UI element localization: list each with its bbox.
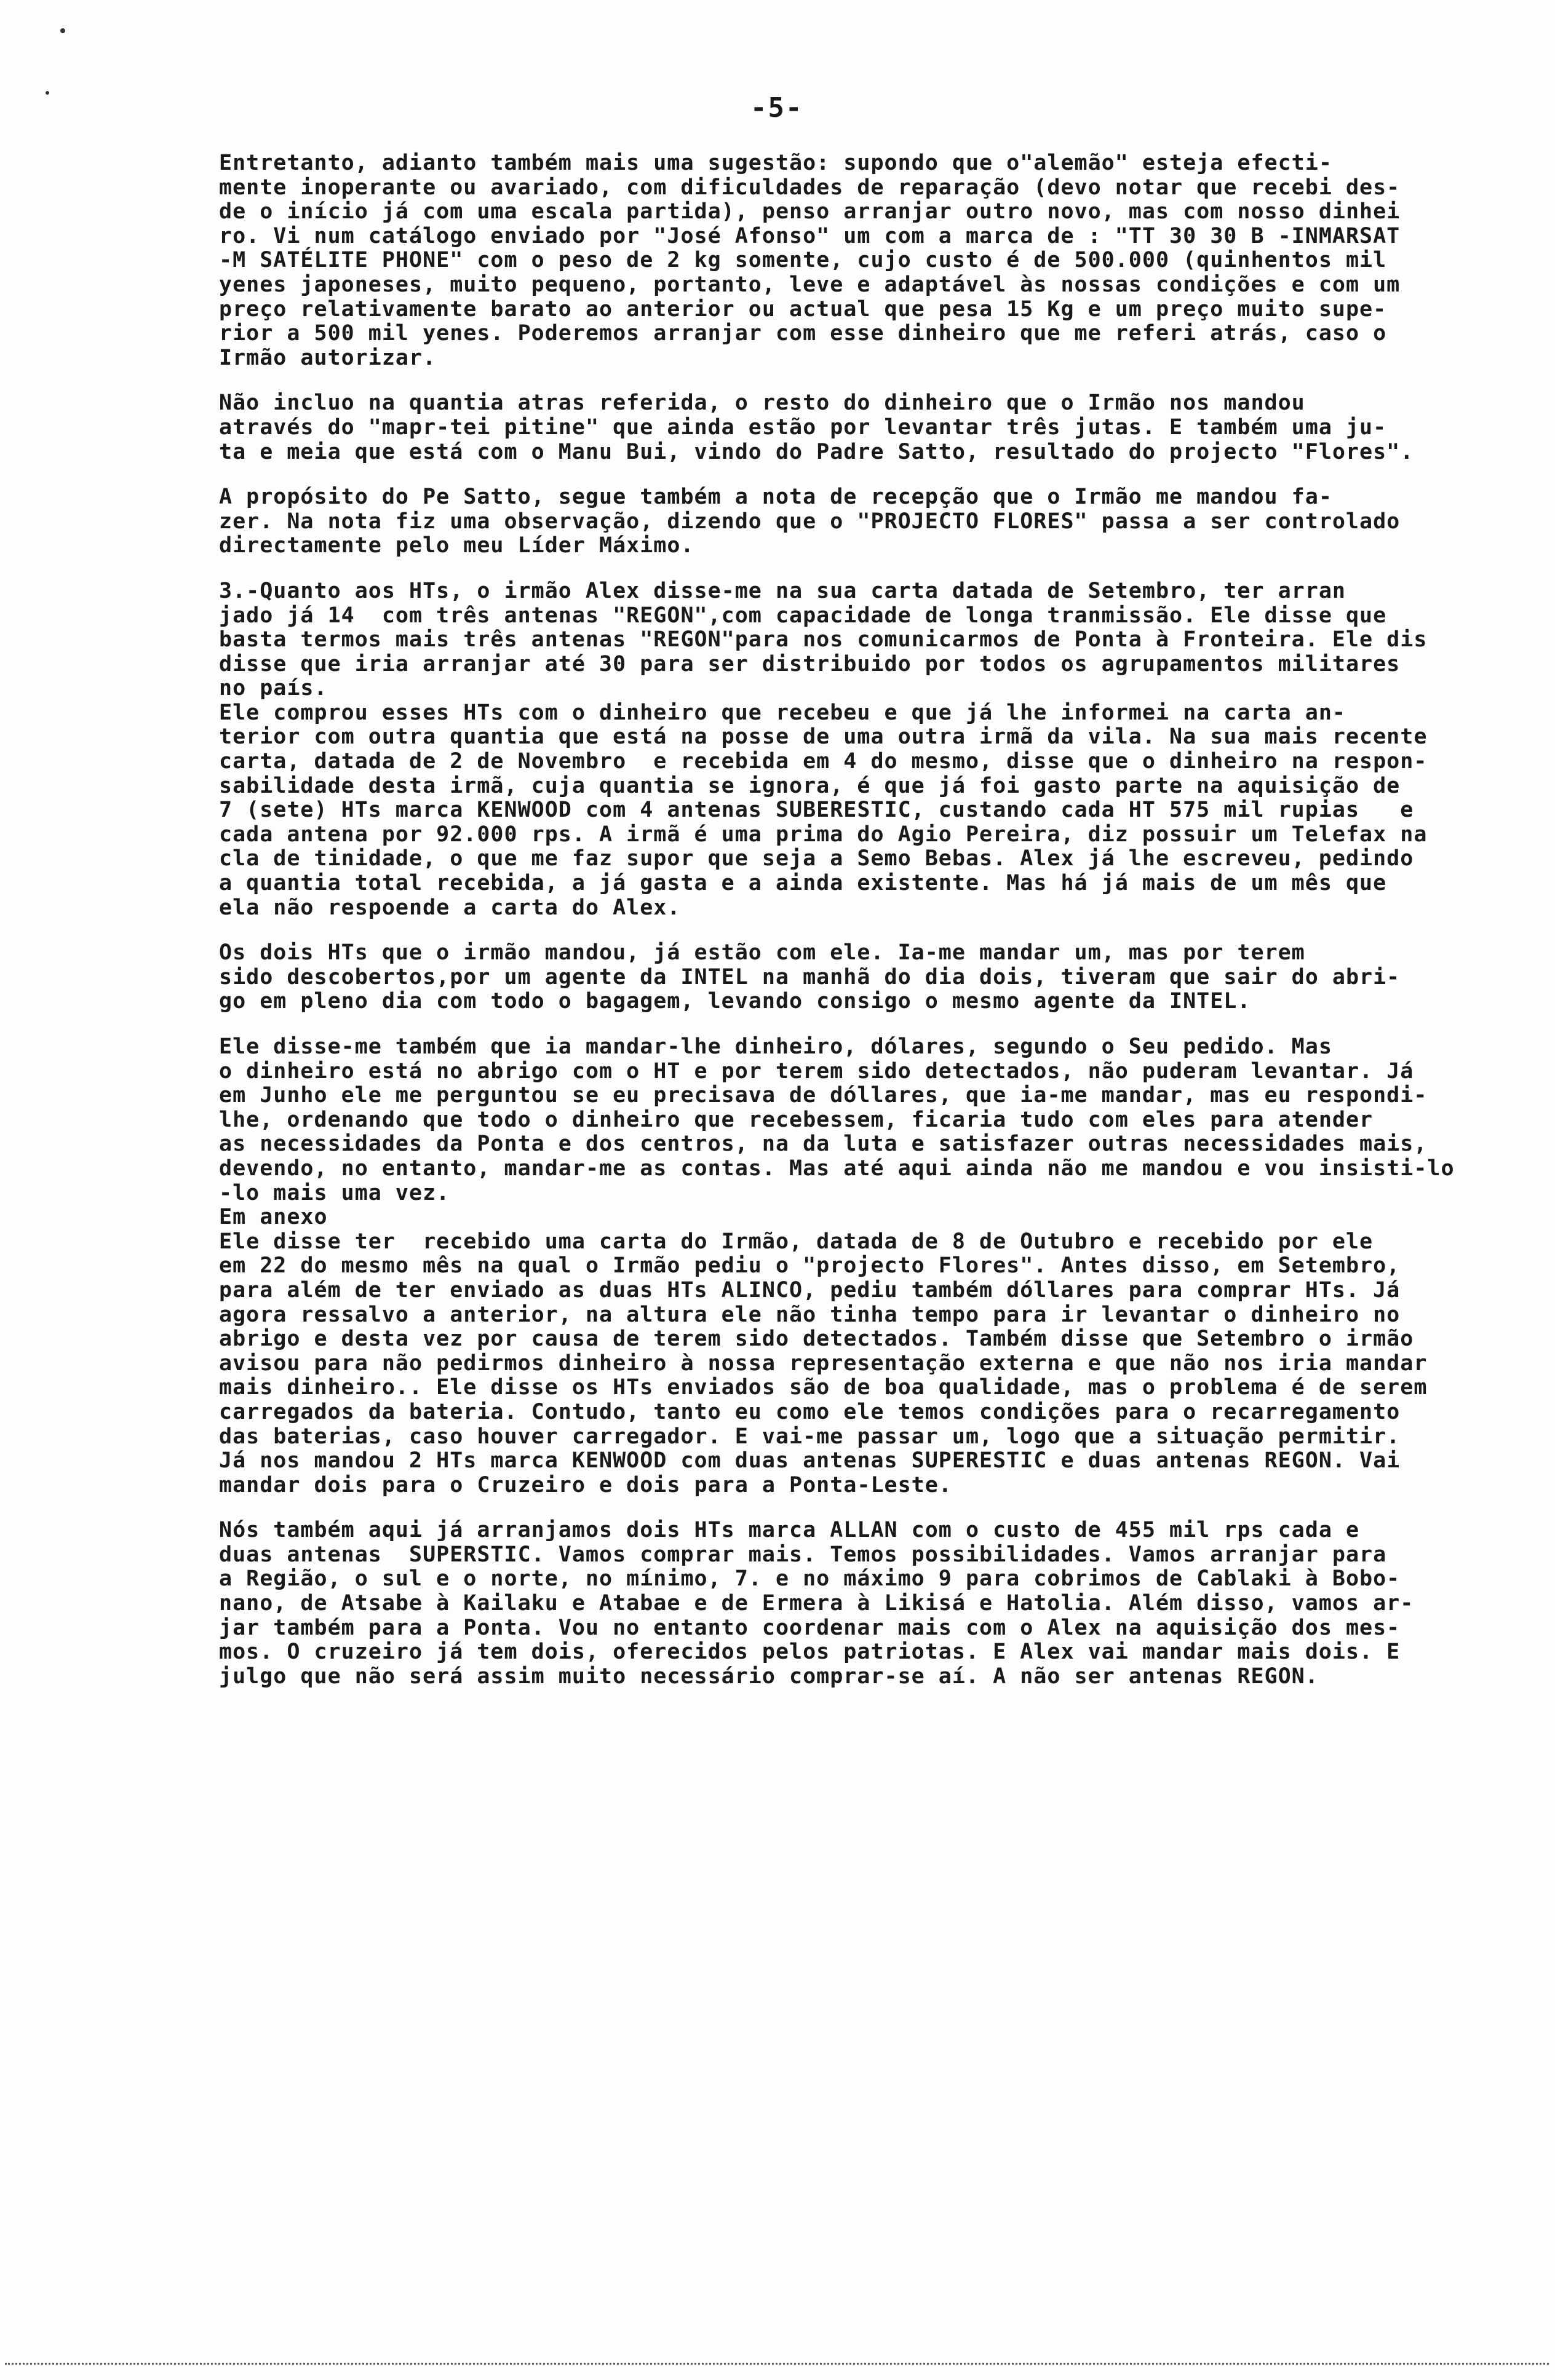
text-line: ela não respoende a carta do Alex. xyxy=(219,895,681,920)
text-line: -M SATÉLITE PHONE" com o peso de 2 kg somente, cujo custo é de 500.000 (quinhentos mil xyxy=(219,248,1387,273)
paragraph-gap xyxy=(219,1014,1548,1035)
text-line: ta e meia que está com o Manu Bui, vindo do Padre Satto, resultado do projecto "Flores". xyxy=(219,439,1414,464)
text-line: para além de ter enviado as duas HTs ALINCO, pediu também dóllares para comprar HTs. Já xyxy=(219,1277,1401,1303)
paragraph-gap xyxy=(219,558,1548,579)
bottom-edge-rule xyxy=(5,2363,1549,2365)
text-line: carregados da bateria. Contudo, tanto eu como ele temos condições para o recarregamento xyxy=(219,1399,1401,1424)
text-line: o dinheiro está no abrigo com o HT e por terem sido detectados, não puderam levantar. Já xyxy=(219,1058,1414,1084)
text-line: directamente pelo meu Líder Máximo. xyxy=(219,533,694,558)
paragraph-gap xyxy=(219,1497,1548,1518)
text-line: Em anexo xyxy=(219,1205,328,1230)
text-line: no país. xyxy=(219,676,328,701)
text-line: Já nos mandou 2 HTs marca KENWOOD com duas antenas SUPERESTIC e duas antenas REGON. Vai xyxy=(219,1448,1401,1474)
text-line: disse que iria arranjar até 30 para ser distribuido por todos os agrupamentos militares xyxy=(219,651,1401,676)
text-line: Os dois HTs que o irmão mandou, já estão com ele. Ia-me mandar um, mas por terem xyxy=(219,940,1305,966)
text-line: devendo, no entanto, mandar-me as contas. Mas até aqui ainda não me mandou e vou insisti-lo xyxy=(219,1156,1455,1181)
text-line: mos. O cruzeiro já tem dois, oferecidos pelos patriotas. E Alex vai mandar mais dois. E xyxy=(219,1640,1401,1665)
text-line: das baterias, caso houver carregador. E vai-me passar um, logo que a situação permitir. xyxy=(219,1424,1401,1449)
text-line: Nós também aqui já arranjamos dois HTs marca ALLAN com o custo de 455 mil rps cada e xyxy=(219,1518,1360,1543)
paragraph-gap xyxy=(219,370,1548,391)
text-line: as necessidades da Ponta e dos centros, na da luta e satisfazer outras necessidades mais, xyxy=(219,1132,1428,1157)
text-line: Entretanto, adianto também mais uma sugestão: supondo que o"alemão" esteja efecti- xyxy=(219,151,1332,175)
text-line: go em pleno dia com todo o bagagem, levando consigo o mesmo agente da INTEL. xyxy=(219,989,1251,1014)
text-line: julgo que não será assim muito necessário comprar-se aí. A não ser antenas REGON. xyxy=(219,1664,1319,1689)
text-line: nano, de Atsabe à Kailaku e Atabae e de Ermera à Likisá e Hatolia. Além disso, vamos ar- xyxy=(219,1591,1414,1616)
typed-letter-body xyxy=(219,151,1548,1689)
page-number: -5- xyxy=(750,92,803,124)
text-line: de o início já com uma escala partida), penso arranjar outro novo, mas com nosso dinhei xyxy=(219,199,1401,224)
text-line: duas antenas SUPERSTIC. Vamos comprar mais. Temos possibilidades. Vamos arranjar para xyxy=(219,1542,1387,1567)
text-line: abrigo e desta vez por causa de terem sido detectados. Também disse que Setembro o irmão xyxy=(219,1327,1414,1352)
text-line: cada antena por 92.000 rps. A irmã é uma prima do Agio Pereira, diz possuir um Telefax na xyxy=(219,822,1428,847)
text-line: através do "mapr-tei pitine" que ainda estão por levantar três jutas. E também uma ju- xyxy=(219,415,1387,440)
text-line: A propósito do Pe Satto, segue também a nota de recepção que o Irmão me mandou fa- xyxy=(219,485,1332,510)
text-line: zer. Na nota fiz uma observação, dizendo que o "PROJECTO FLORES" passa a ser controlado xyxy=(219,509,1401,534)
text-line: terior com outra quantia que está na posse de uma outra irmã da vila. Na sua mais recente xyxy=(219,724,1428,750)
text-line: carta, datada de 2 de Novembro e recebida em 4 do mesmo, disse que o dinheiro na respon- xyxy=(219,749,1428,774)
page-speck xyxy=(60,28,65,33)
text-line: Não incluo na quantia atras referida, o resto do dinheiro que o Irmão nos mandou xyxy=(219,391,1305,416)
text-line: sabilidade desta irmã, cuja quantia se ignora, é que já foi gasto parte na aquisição de xyxy=(219,773,1401,798)
text-line: mais dinheiro.. Ele disse os HTs enviados são de boa qualidade, mas o problema é de serem xyxy=(219,1375,1428,1400)
text-line: mente inoperante ou avariado, com dificuldades de reparação (devo notar que recebi des- xyxy=(219,175,1401,200)
text-line: Ele comprou esses HTs com o dinheiro que recebeu e que já lhe informei na carta an- xyxy=(219,700,1346,725)
text-line: basta termos mais três antenas "REGON"para nos comunicarmos de Ponta à Fronteira. Ele dis xyxy=(219,627,1428,653)
text-line: cla de tinidade, o que me faz supor que seja a Semo Bebas. Alex já lhe escreveu, pedindo xyxy=(219,846,1414,871)
text-line: sido descobertos,por um agente da INTEL na manhã do dia dois, tiveram que sair do abri- xyxy=(219,964,1401,990)
text-line: Irmão autorizar. xyxy=(219,345,437,370)
text-line: jar também para a Ponta. Vou no entanto coordenar mais com o Alex na aquisição dos mes- xyxy=(219,1615,1401,1640)
text-line: a Região, o sul e o norte, no mínimo, 7. e no máximo 9 para cobrimos de Cablaki à Bobo- xyxy=(219,1566,1401,1592)
text-line: agora ressalvo a anterior, na altura ele não tinha tempo para ir levantar o dinheiro no xyxy=(219,1302,1401,1327)
text-line: ro. Vi num catálogo enviado por "José Afonso" um com a marca de : "TT 30 30 B -INMARSAT xyxy=(219,223,1401,248)
text-line: rior a 500 mil yenes. Poderemos arranjar com esse dinheiro que me referi atrás, caso o xyxy=(219,321,1387,346)
text-line: jado já 14 com três antenas "REGON",com capacidade de longa tranmissão. Ele disse que xyxy=(219,603,1387,628)
paragraph-gap xyxy=(219,464,1548,485)
text-line: em Junho ele me perguntou se eu precisava de dóllares, que ia-me mandar, mas eu respondi- xyxy=(219,1083,1428,1108)
text-line: mandar dois para o Cruzeiro e dois para a Ponta-Leste. xyxy=(219,1472,952,1497)
page-speck xyxy=(46,91,49,95)
text-line: Ele disse-me também que ia mandar-lhe dinheiro, dólares, segundo o Seu pedido. Mas xyxy=(219,1034,1332,1059)
text-line: lhe, ordenando que todo o dinheiro que recebessem, ficaria tudo com eles para atender xyxy=(219,1107,1374,1132)
text-line: avisou para não pedirmos dinheiro à nossa representação externa e que não nos iria mandar xyxy=(219,1351,1428,1376)
text-line: 7 (sete) HTs marca KENWOOD com 4 antenas SUBERESTIC, custando cada HT 575 mil rupias e xyxy=(219,798,1414,823)
text-line: yenes japoneses, muito pequeno, portanto, leve e adaptável às nossas condições e com um xyxy=(219,272,1401,297)
text-line: preço relativamente barato ao anterior ou actual que pesa 15 Kg e um preço muito supe- xyxy=(219,296,1387,322)
text-line: em 22 do mesmo mês na qual o Irmão pediu o "projecto Flores". Antes disso, em Setembro, xyxy=(219,1253,1401,1279)
text-line: Ele disse ter recebido uma carta do Irmão, datada de 8 de Outubro e recebido por ele xyxy=(219,1229,1374,1254)
paragraph-gap xyxy=(219,920,1548,941)
text-line: -lo mais uma vez. xyxy=(219,1180,450,1205)
text-line: a quantia total recebida, a já gasta e a ainda existente. Mas há já mais de um mês que xyxy=(219,871,1387,896)
text-line: 3.-Quanto aos HTs, o irmão Alex disse-me na sua carta datada de Setembro, ter arran xyxy=(219,578,1346,603)
